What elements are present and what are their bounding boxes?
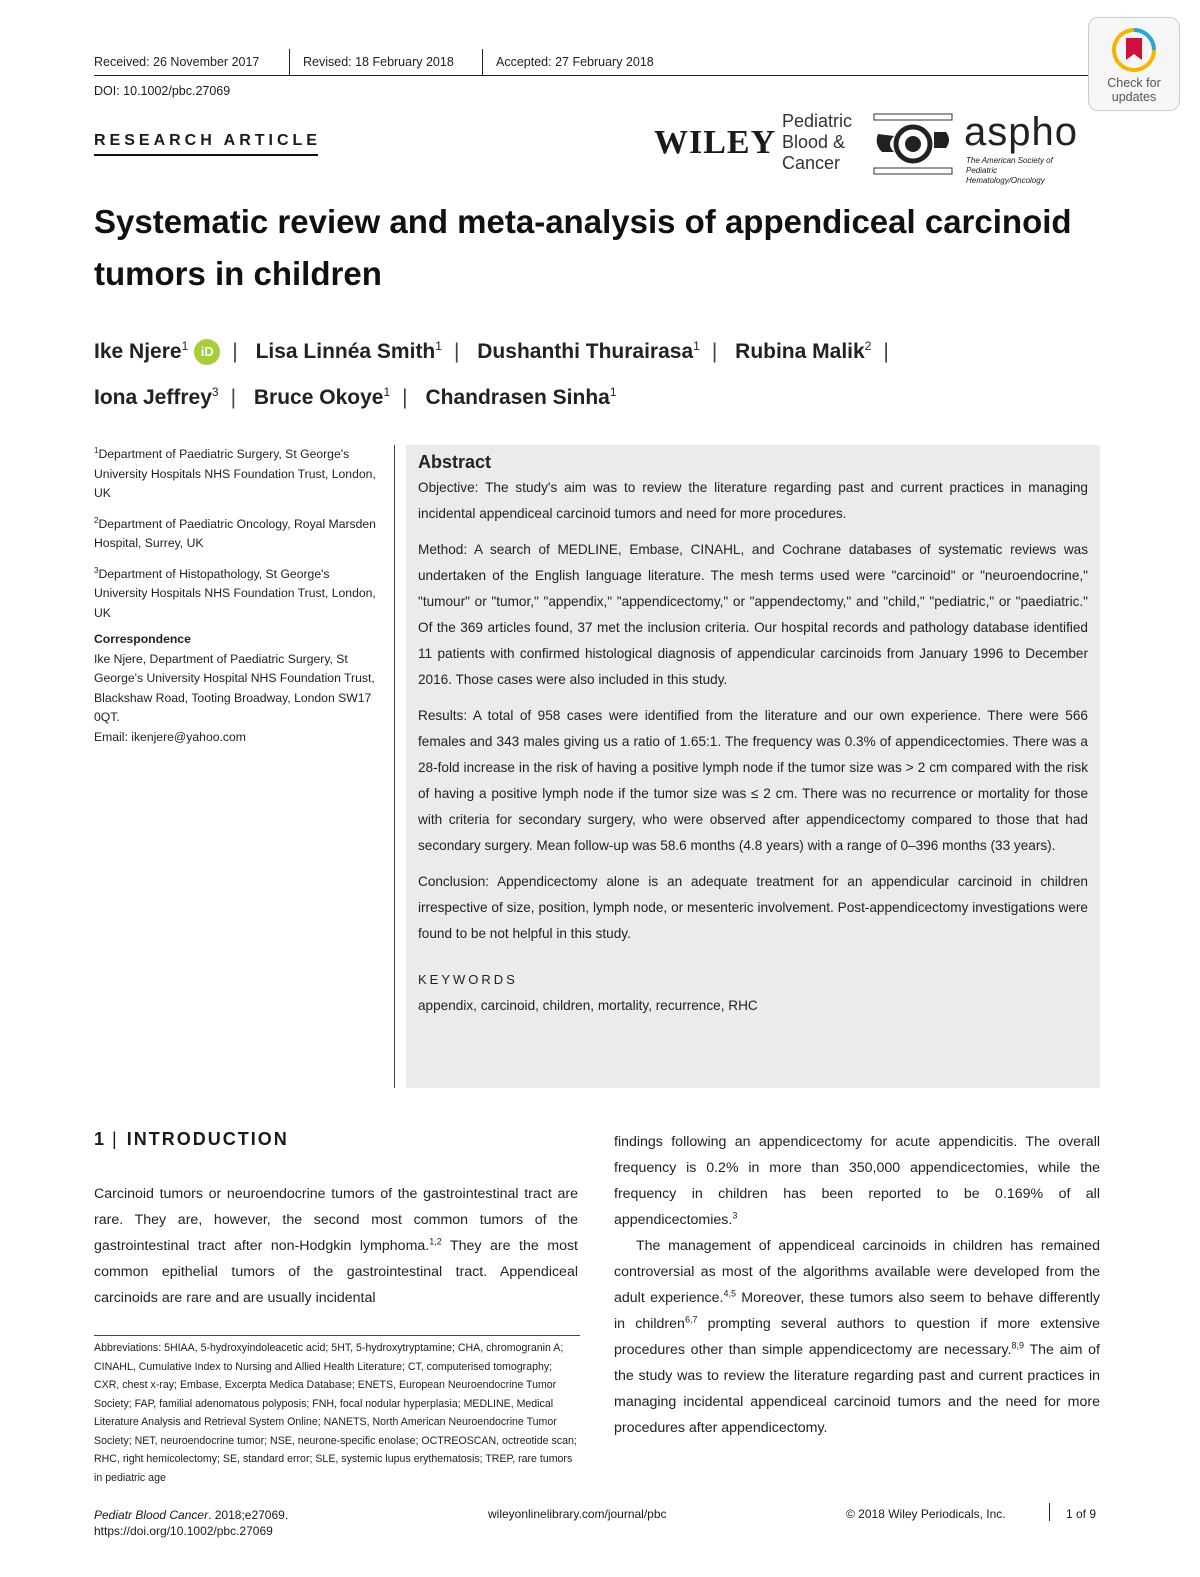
affiliations [94,441,384,747]
abstract-objective: Objective: The study's aim was to review the literature regarding past and current practices in managing incidental appendiceal carcinoid tumors and need for more procedures. [418,480,1088,521]
aspho-subtitle: The American Society of Pediatric Hematology/Oncology [966,156,1053,185]
citation-ref[interactable]: 6,7 [684,1314,698,1325]
abbreviations: Abbreviations: 5HIAA, 5-hydroxyindoleacetic acid; 5HT, 5-hydroxytryptamine; CHA, chromogranin A; CINAHL, Cumulative Index to Nursing and Allied Health Literature; CT, computerised tomography; CXR, chest x-ray; Embase, Excerpta Medica Database; ENETS, European Neuroendocrine Tumor Society; FAP, familial adenomatous polyposis; FNH, focal nodular hyperplasia; MEDLINE, Medical Literature Analysis and Retrieval System Online; NANETS, North American Neuroendocrine Tumor Society; NET, neuroendocrine tumor; NSE, neurone-specific enolase; OCTREOSCAN, octreotide scan; RHC, right hemicolectomy; SE, standard error; SLE, systemic lupus erythematosis; TREP, rare tumors in pediatric age [94,1342,577,1484]
citation-ref[interactable]: 3 [732,1210,738,1221]
journal-site-link[interactable]: wileyonlinelibrary.com/journal/pbc [488,1507,667,1521]
abstract-conclusion: Conclusion: Appendicectomy alone is an adequate treatment for an appendicular carcinoid in children irrespective of size, position, lymph node, or mesenteric involvement. Post-appendicectomy investigations were found to be not helpful in this study. [418,874,1088,941]
intro-paragraph-3: The management of appendiceal carcinoids in children has remained controversial as most of the algorithms available were developed from the adult experience.$^{4,5}$ Moreover, these tumors also seem to behave differently in children$^{6,7}$ prompting several authors to question if more extensive procedures other than simple appendicectomy are necessary.$^{8,9}$ The aim of the study was to review the literature regarding past and current practices in managing incidental appendiceal carcinoid tumors and the need for more procedures after appendicectomy. [614,1238,1101,1436]
author[interactable]: Lisa Linnéa Smith$^1$ [255,339,442,363]
affiliation-item: $^1$Department of Paediatric Surgery, St George's University Hospitals NHS Foundation Trust, London, UK [94,446,376,501]
citation: Pediatr Blood Cancer. 2018;e27069. https://doi.org/10.1002/pbc.27069 [94,1508,289,1538]
page-number: 1 of 9 [1066,1507,1097,1521]
citation-ref[interactable]: 1,2 [429,1236,442,1247]
email-link[interactable]: Email: ikenjere@yahoo.com [94,729,246,744]
header-divider [482,49,483,75]
intro-paragraph-1: Carcinoid tumors or neuroendocrine tumors of the gastrointestinal tract are rare. They are, however, the second most common tumors of the gastrointestinal tract after non-Hodgkin lymphoma.$^{1,2}$ They are the most common epithelial tumors of the gastrointestinal tract. Appendiceal carcinoids are rare and are usually incidental [94,1186,578,1306]
correspondence-heading: Correspondence [94,632,191,647]
citation-ref[interactable]: 4,5 [723,1288,736,1299]
author-list: Ike Njere$^1$ iD | Lisa Linnéa Smith$^1$ | Dushanthi Thurairasa$^1$ | Rubina Malik$^2$ | Iona Jeffrey$^3$ | Bruce Okoye$^1$ | Chandrasen Sinha$^1$ [94,339,889,409]
section-heading-introduction: 1 | INTRODUCTION [94,1129,289,1149]
siop-logo-icon [872,110,954,178]
accepted-date: Accepted: 27 February 2018 [496,55,654,69]
column-divider [394,445,395,1088]
copyright: © 2018 Wiley Periodicals, Inc. [846,1507,1006,1521]
aspho-logo: aspho [964,110,1078,154]
correspondence: Correspondence Ike Njere, Department of Paediatric Surgery, St George's University Hospital NHS Foundation Trust, Blackshaw Road, Tooting Broadway, London SW17 0QT. Email: ikenjere@yahoo.com [94,632,375,744]
affiliation-item: $^3$Department of Histopathology, St George's University Hospitals NHS Foundation Trust, London, UK [94,565,376,620]
doi[interactable]: DOI: 10.1002/pbc.27069 [94,84,231,98]
footer-divider [1049,1503,1050,1521]
citation-ref[interactable]: 8,9 [1011,1340,1025,1351]
affiliation-item: $^2$Department of Paediatric Oncology, Royal Marsden Hospital, Surrey, UK [94,515,376,551]
author[interactable]: Iona Jeffrey$^3$ [94,385,219,409]
journal-name: Pediatric Blood & Cancer [782,111,853,173]
doi-link[interactable]: https://doi.org/10.1002/pbc.27069 [94,1524,273,1538]
keywords-heading: KEYWORDS [418,972,518,987]
publisher-logo: WILEY [654,124,777,161]
author[interactable]: Bruce Okoye$^1$ [253,385,391,409]
footnote-rule [94,1335,580,1336]
abstract [418,449,1088,1019]
author[interactable]: Rubina Malik$^2$ [735,339,872,363]
received-date: Received: 26 November 2017 [94,55,260,69]
article-type: RESEARCH ARTICLE [94,132,321,149]
intro-column-2 [614,1129,1100,1441]
keywords: appendix, carcinoid, children, mortality, recurrence, RHC [418,998,758,1013]
intro-paragraph-2: findings following an appendicectomy for acute appendicitis. The overall frequency is 0.2% in more than 350,000 appendicectomies, while the frequency in children has been reported to be 0.169% of all appendicectomies.$^3$ [614,1134,1100,1228]
abstract-results: Results: A total of 958 cases were identified from the literature and our own experience. There were 566 females and 343 males giving us a ratio of 1.65:1. The frequency was 0.3% of appendicectomies. There was a 28-fold increase in the risk of having a positive lymph node if the tumor size was > 2 cm compared with the risk of having a positive lymph node if the tumor size was ≤ 2 cm. There was no recurrence or mortality for those with criteria for secondary surgery, who were observed after appendicectomy compared to those that had secondary surgery. Mean follow-up was 58.6 months (4.8 years) with a range of 0–396 months (33 years). [418,708,1088,853]
revised-date: Revised: 18 February 2018 [303,55,454,69]
abstract-method: Method: A search of MEDLINE, Embase, CINAHL, and Cochrane databases of systematic reviews was undertaken of the English language literature. The mesh terms used were "carcinoid" or "neuroendocrine," "tumour" or "tumor," "appendix," "appendicectomy," or "appendectomy," and "child," "pediatric," or "paediatric." Of the 369 articles found, 37 met the inclusion criteria. Our hospital records and pathology database identified 11 patients with confirmed histological diagnosis of appendicular carcinoids from January 1996 to December 2016. Those cases were also included in this study. [418,542,1088,687]
author[interactable]: Dushanthi Thurairasa$^1$ [477,339,700,363]
header-divider [289,49,290,75]
paper-title: Systematic review and meta-analysis of appendiceal carcinoid tumors in children [94,203,1072,292]
header-rule [94,75,1100,76]
author[interactable]: Ike Njere$^1$ [94,339,189,363]
article-type-underline [94,154,318,156]
abstract-heading: Abstract [418,452,492,472]
bookmark-icon [1089,18,1179,76]
orcid-icon[interactable]: iD [194,339,220,365]
author[interactable]: Chandrasen Sinha$^1$ [425,385,617,409]
check-for-updates-button[interactable]: Check for updates [1088,17,1180,111]
